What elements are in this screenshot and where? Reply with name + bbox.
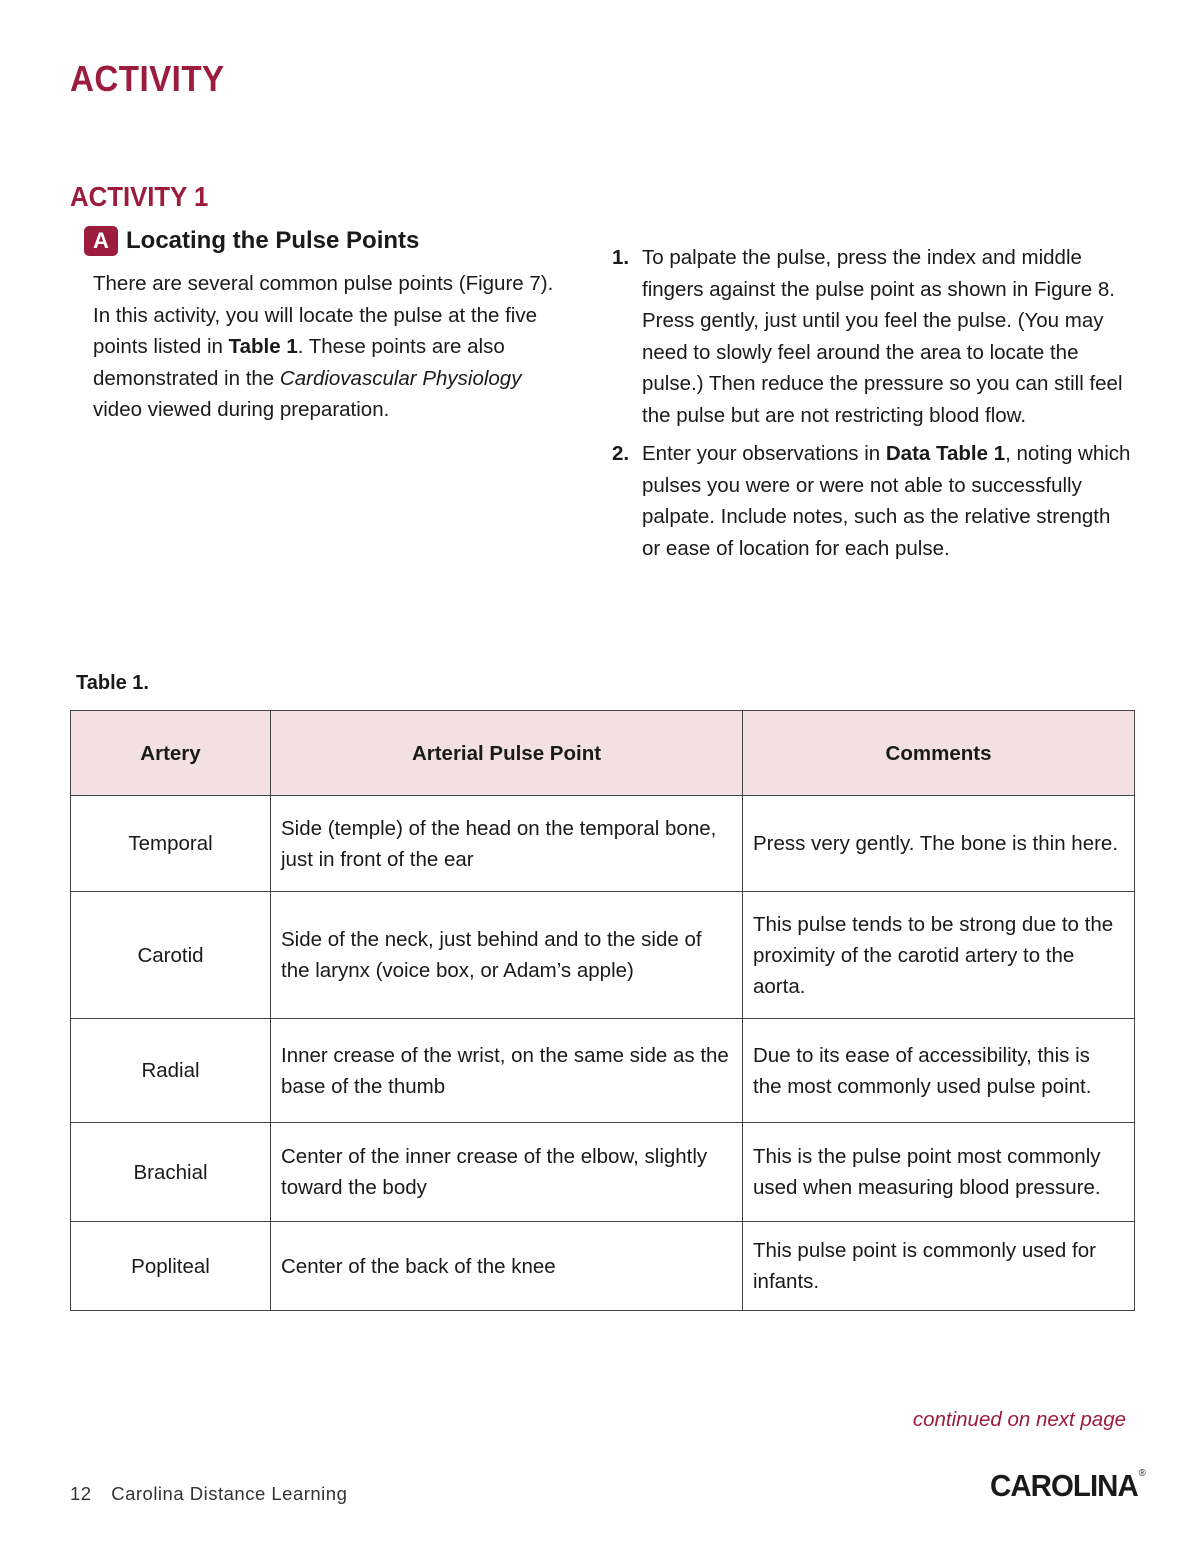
step-text: To palpate the pulse, press the index and middle fingers against the pulse point as shown in Figure 8. Press gently, just until you feel the pulse. (You may need to slowly feel around the area to locate the pulse.) Then reduce the pressure so you can still feel the pulse but are not restricting blood flow. — [642, 246, 1123, 427]
cell-pulse-point: Inner crease of the wrist, on the same side as the base of the thumb — [271, 1019, 743, 1123]
registered-mark: ® — [1138, 1468, 1145, 1479]
step-text-pre: Enter your observations in — [642, 442, 886, 465]
cell-artery: Brachial — [71, 1123, 271, 1222]
table-header-row — [71, 711, 1135, 796]
cell-comment: This pulse tends to be strong due to the proximity of the carotid artery to the aorta. — [743, 892, 1135, 1019]
intro-text-2: . These points are also demonstrated in the — [93, 335, 505, 390]
section-title: Locating the Pulse Points — [126, 227, 420, 254]
step-number: 1. — [612, 246, 630, 269]
continued-note: continued on next page — [912, 1408, 1126, 1431]
logo-text: CAROLINA — [990, 1468, 1138, 1503]
step-text-post: , noting which pulses you were or were not able to successfully palpate. Include notes, such as the relative strength or ease of location for each pulse. — [642, 442, 1131, 560]
intro-text-3: video viewed during preparation. — [93, 398, 390, 421]
cell-artery: Radial — [71, 1019, 271, 1123]
cell-comment: Press very gently. The bone is thin here. — [743, 796, 1135, 892]
section-badge: A — [84, 226, 118, 256]
cell-artery: Carotid — [71, 892, 271, 1019]
table-row — [71, 1019, 1135, 1123]
header-pulse-point: Arterial Pulse Point — [271, 711, 743, 796]
carolina-logo — [990, 1468, 1145, 1504]
cell-pulse-point: Side of the neck, just behind and to the side of the larynx (voice box, or Adam’s apple) — [271, 892, 743, 1019]
section-header — [84, 226, 419, 256]
header-comments: Comments — [743, 711, 1135, 796]
page-title: ACTIVITY — [70, 58, 225, 99]
step-item — [612, 242, 1132, 431]
table-row — [71, 892, 1135, 1019]
intro-text-1: There are several common pulse points (Figure 7). In this activity, you will locate the pulse at the five points listed in — [93, 272, 554, 358]
page-footer — [70, 1483, 347, 1505]
intro-paragraph — [93, 268, 563, 426]
cell-pulse-point: Center of the inner crease of the elbow, slightly toward the body — [271, 1123, 743, 1222]
table-row — [71, 1222, 1135, 1311]
step-item — [612, 438, 1132, 564]
cell-artery: Temporal — [71, 796, 271, 892]
page-number: 12 — [70, 1483, 92, 1504]
table-caption: Table 1. — [76, 672, 149, 694]
table-row — [71, 796, 1135, 892]
intro-bold-table-ref: Table 1 — [228, 335, 298, 358]
cell-comment: Due to its ease of accessibility, this is the most commonly used pulse point. — [743, 1019, 1135, 1123]
cell-pulse-point: Center of the back of the knee — [271, 1222, 743, 1311]
step-number: 2. — [612, 442, 630, 465]
publisher-name: Carolina Distance Learning — [111, 1483, 348, 1504]
cell-pulse-point: Side (temple) of the head on the temporal bone, just in front of the ear — [271, 796, 743, 892]
cell-artery: Popliteal — [71, 1222, 271, 1311]
table-row — [71, 1123, 1135, 1222]
header-artery: Artery — [71, 711, 271, 796]
cell-comment: This is the pulse point most commonly used when measuring blood pressure. — [743, 1123, 1135, 1222]
procedure-steps — [612, 242, 1132, 571]
intro-italic-video-title: Cardiovascular Physiology — [279, 366, 522, 390]
cell-comment: This pulse point is commonly used for infants. — [743, 1222, 1135, 1311]
pulse-points-table — [70, 710, 1135, 1311]
activity-heading: ACTIVITY 1 — [70, 181, 209, 212]
step-text-bold: Data Table 1 — [885, 442, 1006, 465]
